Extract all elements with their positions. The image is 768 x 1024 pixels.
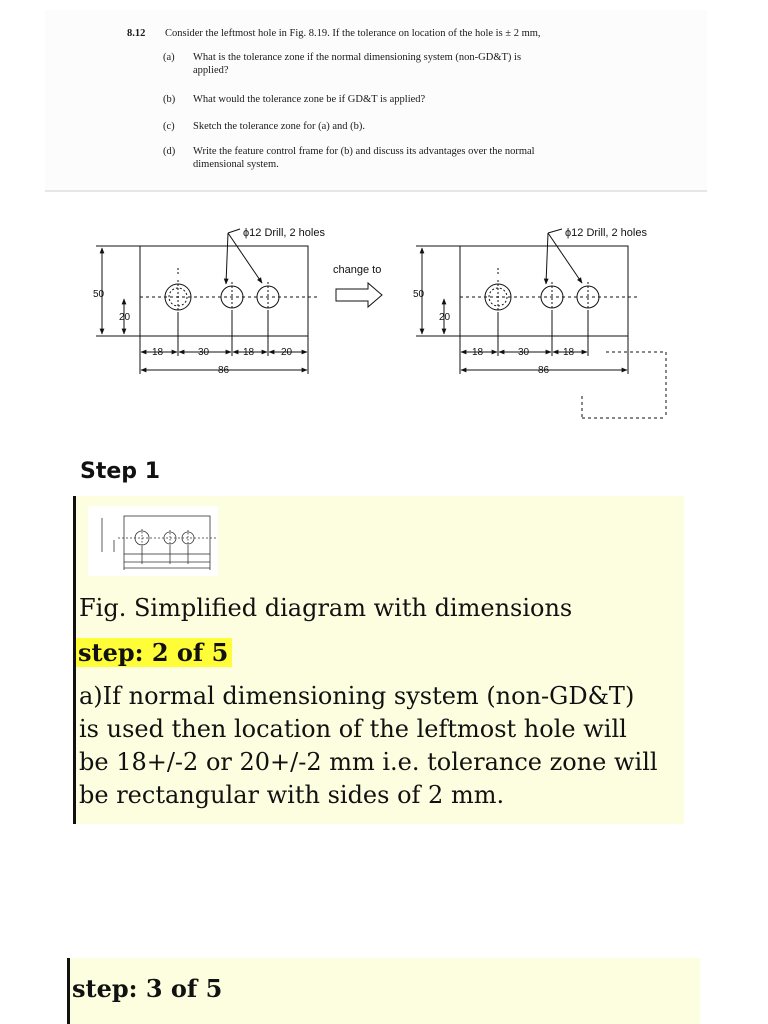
step2-line: a)If normal dimensioning system (non-GD&T): [79, 682, 635, 710]
left-height-dim: 50: [93, 289, 105, 300]
problem-stem: Consider the leftmost hole in Fig. 8.19. If the tolerance on location of the hole is ± 2 mm,: [165, 28, 541, 39]
right-callout: ϕ12 Drill, 2 holes: [565, 227, 647, 239]
left-spacing-dim-3: 18: [243, 347, 255, 358]
left-spacing-dim-1: 18: [152, 347, 164, 358]
step2-line: be rectangular with sides of 2 mm.: [79, 781, 505, 809]
thumbnail-svg: [88, 506, 218, 576]
part-a-line1: What is the tolerance zone if the normal dimensioning system (non-GD&T) is: [193, 52, 522, 63]
left-overall-dim: 86: [218, 365, 230, 376]
step2-text: [79, 680, 679, 812]
problem-number: 8.12: [127, 28, 146, 39]
right-spacing-dim-1: 18: [472, 347, 484, 358]
part-a-letter: (a): [163, 52, 175, 63]
left-spacing-dim-4: 20: [281, 347, 293, 358]
right-hole-height-dim: 20: [439, 312, 451, 323]
left-callout: ϕ12 Drill, 2 holes: [243, 227, 325, 239]
step2-label: step: 2 of 5: [76, 638, 232, 667]
right-height-dim: 50: [413, 289, 425, 300]
problem-statement: [45, 10, 707, 192]
figure-svg: [0, 196, 768, 446]
step2-line: be 18+/-2 or 20+/-2 mm i.e. tolerance zone will: [79, 748, 658, 776]
left-plate-outline: [140, 246, 308, 336]
right-spacing-dim-3: 18: [563, 347, 575, 358]
solution-step-block: [73, 496, 684, 824]
part-c-line1: Sketch the tolerance zone for (a) and (b).: [193, 121, 365, 132]
part-c-letter: (c): [163, 121, 175, 132]
step2-line: is used then location of the leftmost hole will: [79, 715, 627, 743]
right-part-drawing: [416, 229, 666, 418]
part-b-letter: (b): [163, 94, 176, 105]
part-d-line1: Write the feature control frame for (b) and discuss its advantages over the normal: [193, 146, 535, 157]
figure-caption: Fig. Simplified diagram with dimensions: [79, 594, 573, 622]
step1-heading: Step 1: [80, 459, 160, 484]
right-plate-outline: [460, 246, 628, 336]
step3-block: [67, 958, 700, 1024]
dimension-figure: [0, 196, 768, 446]
part-d-letter: (d): [163, 146, 176, 157]
left-hole-height-dim: 20: [119, 312, 131, 323]
right-spacing-dim-2: 30: [518, 347, 530, 358]
part-d-line2: dimensional system.: [193, 159, 279, 170]
step3-label: step: 3 of 5: [72, 974, 223, 1003]
change-to-label: change to: [333, 264, 382, 276]
left-spacing-dim-2: 30: [198, 347, 210, 358]
part-a-line2: applied?: [193, 65, 229, 76]
change-arrow-icon: [336, 283, 382, 307]
simplified-diagram-thumbnail: [88, 506, 218, 576]
right-overall-dim: 86: [538, 365, 550, 376]
part-b-line1: What would the tolerance zone be if GD&T is applied?: [193, 94, 426, 105]
